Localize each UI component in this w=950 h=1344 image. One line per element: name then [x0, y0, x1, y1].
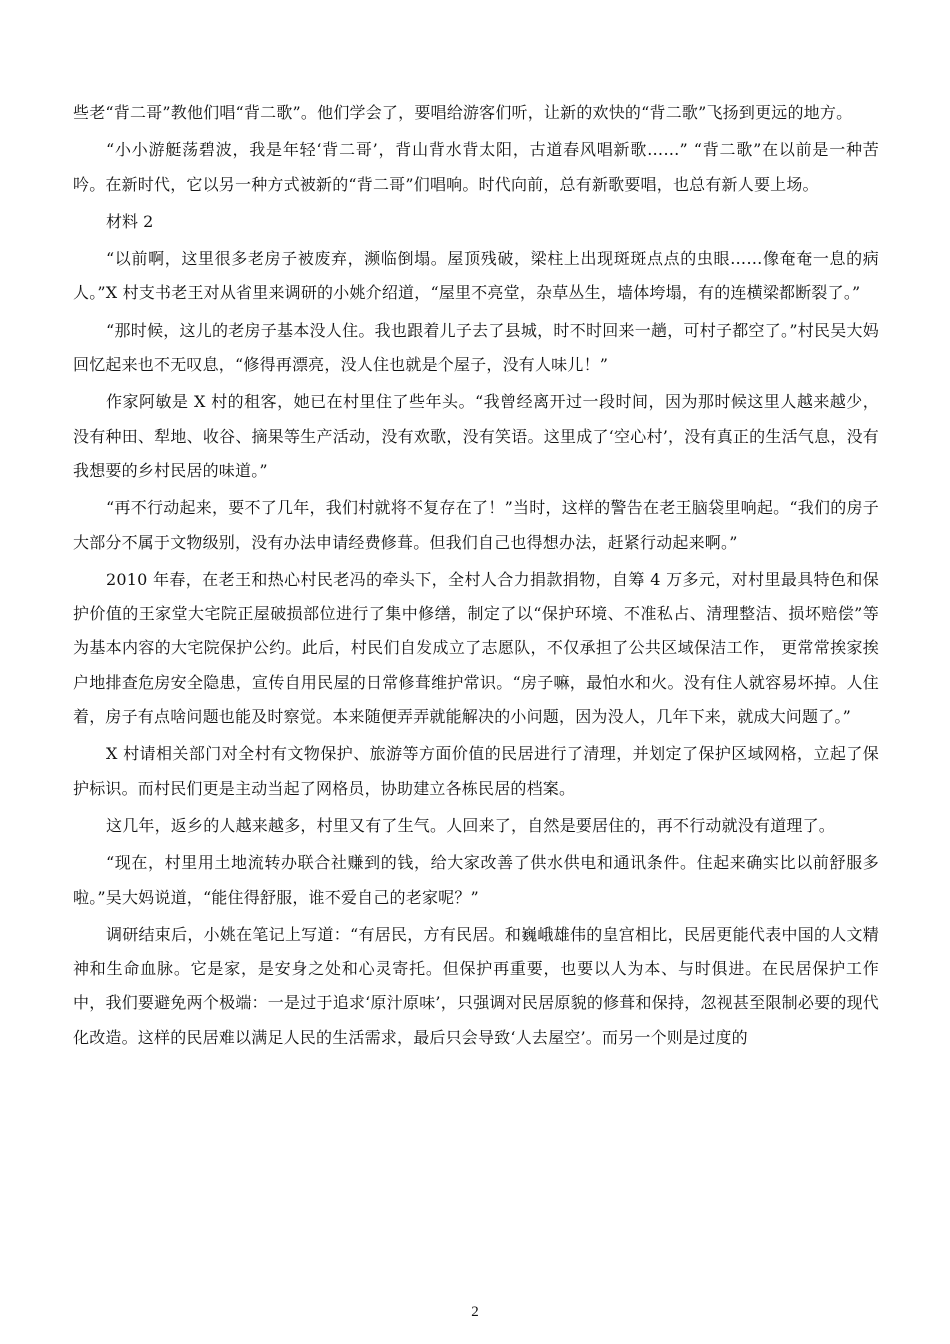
paragraph: “现在，村里用土地流转办联合社赚到的钱，给大家改善了供水供电和通讯条件。住起来确实比以前舒服多啦。”吴大妈说道，“能住得舒服，谁不爱自己的老家呢？”	[73, 853, 879, 907]
paragraph: 调研结束后，小姚在笔记上写道：“有居民，方有民居。和巍峨雄伟的皇宫相比，民居更能代表中国的人文精神和生命血脉。它是家，是安身之处和心灵寄托。但保护再重要，也要以人为本、与时俱进。在民居保护工作中，我们要避免两个极端：一是过于追求‘原汁原味’，只强调对民居原貌的修葺和保持，忽视甚至限制必要的现代化改造。这样的民居难以满足人民的生活需求，最后只会导致‘人去屋空’。而另一个则是过度的	[73, 924, 879, 1047]
paragraph: “以前啊，这里很多老房子被废弃，濒临倒塌。屋顶残破，梁柱上出现斑斑点点的虫眼……像奄奄一息的病人。”X 村支书老王对从省里来调研的小姚介绍道，“屋里不亮堂，杂草丛生，墙体垮塌，有的连横梁都断裂了。”	[73, 249, 879, 303]
paragraph: X 村请相关部门对全村有文物保护、旅游等方面价值的民居进行了清理，并划定了保护区域网格，立起了保护标识。而村民们更是主动当起了网格员，协助建立各栋民居的档案。	[73, 744, 879, 798]
paragraph: “那时候，这儿的老房子基本没人住。我也跟着儿子去了县城，时不时回来一趟，可村子都空了。”村民吴大妈回忆起来也不无叹息，“修得再漂亮，没人住也就是个屋子，没有人味儿！”	[73, 320, 879, 375]
paragraph: 这几年，返乡的人越来越多，村里又有了生气。人回来了，自然是要居住的，再不行动就没有道理了。	[106, 815, 836, 835]
paragraph: “再不行动起来，要不了几年，我们村就将不复存在了！”当时，这样的警告在老王脑袋里响起。“我们的房子大部分不属于文物级别，没有办法申请经费修葺。但我们自己也得想办法，赶紧行动起来啊。”	[73, 498, 879, 552]
paragraph: 2010 年春，在老王和热心村民老冯的牵头下，全村人合力捐款捐物，自筹 4 万多元，对村里最具特色和保护价值的王家堂大宅院正屋破损部位进行了集中修缮，制定了以“保护环境、不准私占、清理整洁、损坏赔偿”等为基本内容的大宅院保护公约。此后，村民们自发成立了志愿队，不仅承担了公共区域保洁工作， 更常常挨家挨户地排查危房安全隐患，宣传自用民屋的日常修葺维护常识。“房子嘛，最怕水和火。没有住人就容易坏掉。人住着，房子有点啥问题也能及时察觉。本来随便弄弄就能解决的小问题，因为没人，几年下来，就成大问题了。”	[73, 569, 879, 727]
section-heading: 材料 2	[106, 211, 154, 231]
paragraph: “小小游艇荡碧波，我是年轻‘背二哥’，背山背水背太阳，古道春风唱新歌……” “背二歌”在以前是一种苦吟。在新时代，它以另一种方式被新的“背二哥”们唱响。时代向前，总有新歌要唱，也总有新人要上场。	[73, 140, 879, 194]
document-body	[73, 96, 879, 1058]
page-number: 2	[471, 1304, 479, 1320]
paragraph: 作家阿敏是 X 村的租客，她已在村里住了些年头。“我曾经离开过一段时间，因为那时候这里人越来越少，没有种田、犁地、收谷、摘果等生产活动，没有欢歌，没有笑语。这里成了‘空心村’，没有真正的生活气息，没有我想要的乡村民居的味道。”	[73, 392, 879, 480]
paragraph: 些老“背二哥”教他们唱“背二歌”。他们学会了，要唱给游客们听，让新的欢快的“背二歌”飞扬到更远的地方。	[73, 103, 853, 122]
